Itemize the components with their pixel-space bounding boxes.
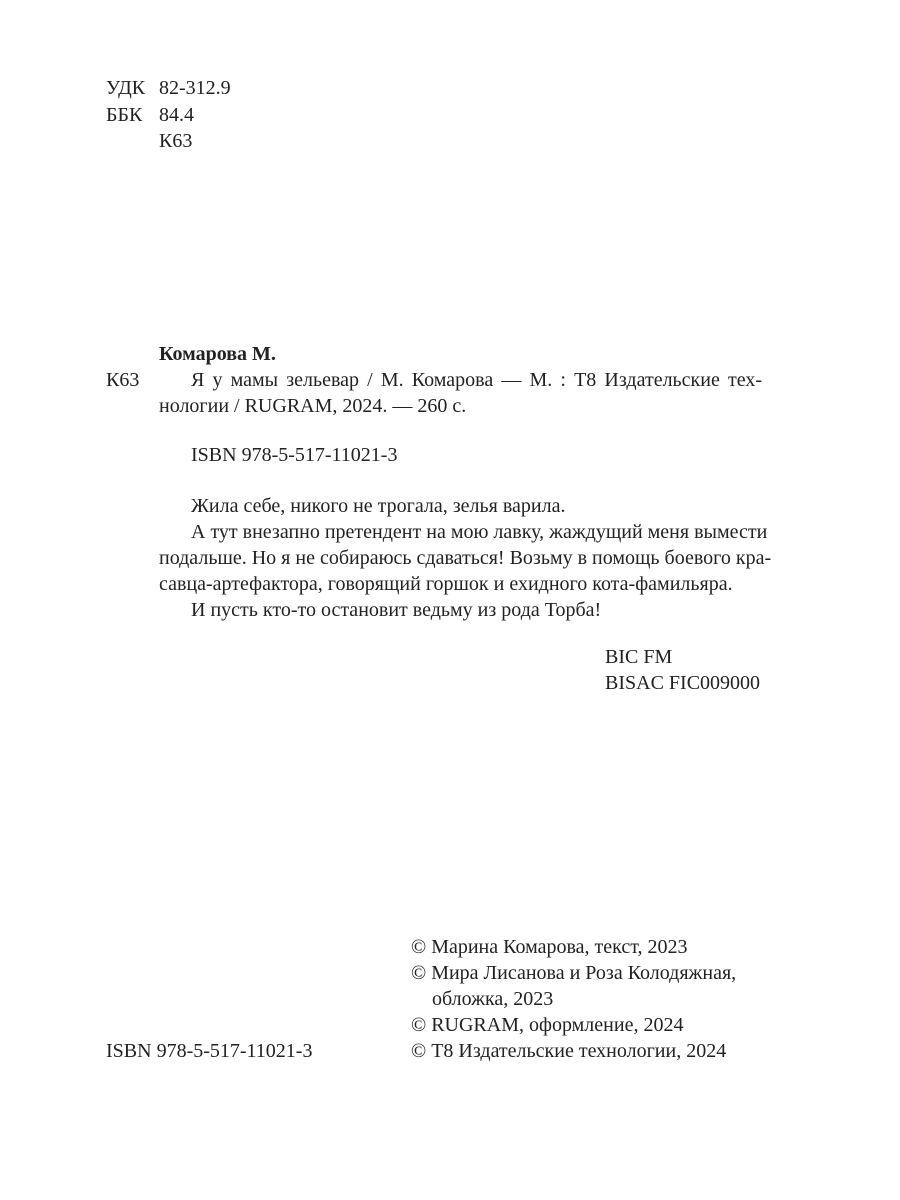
- bisac-code: BISAC FIC009000: [605, 672, 761, 694]
- author-name: Комарова М.: [159, 343, 276, 365]
- annotation-paragraph-3: И пусть кто-то остановит ведьму из рода Торба!: [191, 599, 602, 621]
- description-line-1: Я у мамы зельевар / М. Комарова — М. : Т8 Издательские тех-: [191, 369, 762, 391]
- bbk-label: ББК: [106, 104, 143, 126]
- bbk-value: 84.4: [159, 104, 194, 126]
- isbn-footer: ISBN 978-5-517-11021-3: [106, 1040, 313, 1062]
- annotation-paragraph-2-line-1: А тут внезапно претендент на мою лавку, жаждущий меня вымести: [191, 521, 768, 543]
- copyright-cover-continued: обложка, 2023: [432, 988, 554, 1010]
- isbn-record: ISBN 978-5-517-11021-3: [191, 444, 398, 466]
- copyright-design: © RUGRAM, оформление, 2024: [411, 1014, 684, 1036]
- udk-label: УДК: [106, 77, 146, 99]
- description-line-2: нологии / RUGRAM, 2024. — 260 с.: [159, 395, 467, 417]
- annotation-paragraph-1: Жила себе, никого не трогала, зелья варила.: [191, 495, 566, 517]
- bic-code: BIC FM: [605, 646, 673, 668]
- author-mark: К63: [106, 369, 140, 391]
- copyright-publisher: © Т8 Издательские технологии, 2024: [411, 1040, 727, 1062]
- annotation-paragraph-2-line-2: подальше. Но я не собираюсь сдаваться! Возьму в помощь боевого кра-: [159, 547, 772, 569]
- annotation-paragraph-2-line-3: савца-артефактора, говорящий горшок и ехидного кота-фамильяра.: [159, 573, 733, 595]
- copyright-cover: © Мира Лисанова и Роза Колодяжная,: [411, 962, 737, 984]
- copyright-text: © Марина Комарова, текст, 2023: [411, 936, 688, 958]
- author-mark-top: К63: [159, 130, 193, 152]
- udk-value: 82-312.9: [159, 77, 231, 99]
